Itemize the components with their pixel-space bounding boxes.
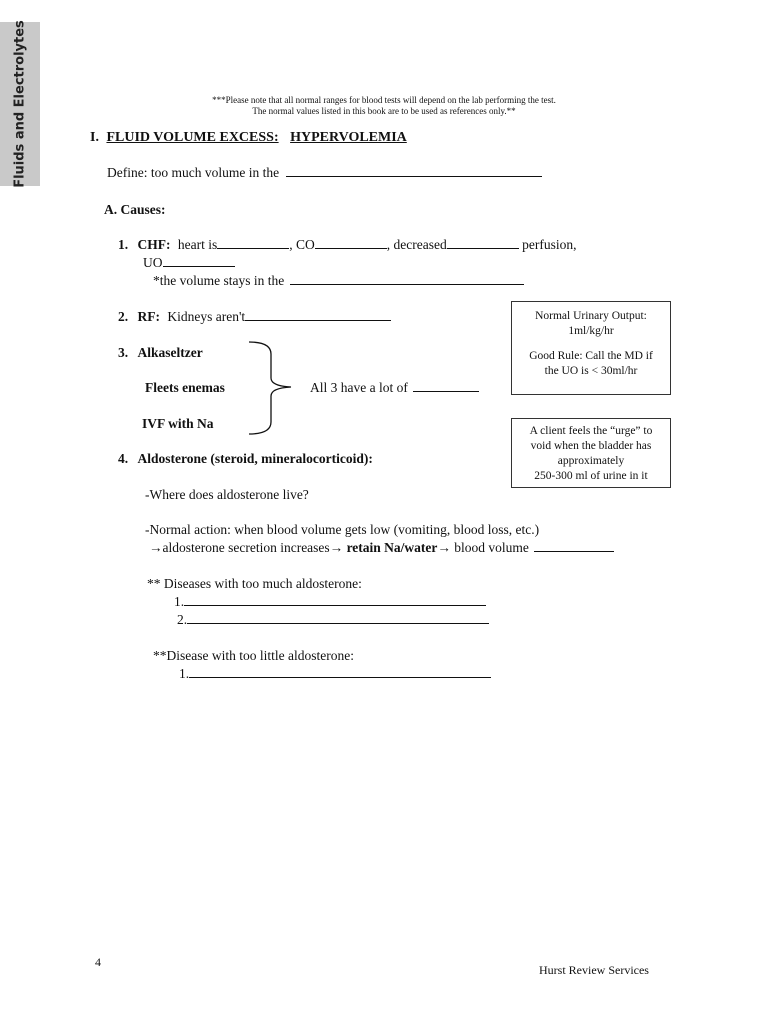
- ivf-label: IVF with Na: [142, 416, 214, 431]
- define-line: [107, 165, 542, 181]
- too-much-line-1: [174, 594, 486, 610]
- fleets-enemas-label: Fleets enemas: [145, 380, 225, 395]
- blood-volume-blank: [534, 550, 614, 552]
- box2-line1: A client feels the “urge” to: [529, 425, 653, 437]
- urinary-output-box: [511, 301, 671, 395]
- box1-line4: the UO is < 30ml/hr: [544, 365, 638, 377]
- chf-volume-line: [153, 273, 524, 289]
- box1-line2: 1ml/kg/hr: [568, 325, 614, 337]
- retain-na-water: retain Na/water: [346, 540, 438, 555]
- box1-line1: Normal Urinary Output:: [535, 310, 647, 322]
- item-rf: [118, 309, 391, 325]
- chf-label: CHF:: [137, 237, 171, 252]
- define-blank: [286, 175, 542, 177]
- cascade-arrow-text: →aldosterone secretion increases→: [149, 540, 347, 555]
- too-much-2-blank: [187, 622, 489, 624]
- define-text: Define: too much volume in the: [107, 165, 280, 180]
- chf-decreased-text: , decreased: [386, 237, 447, 252]
- chf-uo-text: UO: [143, 255, 163, 270]
- item-chf: [118, 237, 576, 253]
- chf-heart-text: heart is: [177, 237, 218, 252]
- rf-text: Kidneys aren't: [167, 309, 246, 324]
- alkaseltzer-label: Alkaseltzer: [137, 345, 203, 360]
- chf-co-blank: [315, 247, 387, 249]
- side-tab-label: Fluids and Electrolytes: [12, 20, 28, 188]
- heading-title: FLUID VOLUME EXCESS:: [106, 130, 279, 145]
- aldosterone-number: 4.: [118, 451, 129, 466]
- aldosterone-where: -Where does aldosterone live?: [145, 487, 309, 502]
- all-three-line: [310, 380, 479, 396]
- chf-volume-text: *the volume stays in the: [153, 273, 285, 288]
- too-little-heading: **Disease with too little aldosterone:: [153, 648, 354, 663]
- too-much-heading: ** Diseases with too much aldosterone:: [147, 576, 362, 591]
- chf-uo-blank: [163, 265, 235, 267]
- box2-line4: 250-300 ml of urine in it: [534, 470, 648, 482]
- rf-number: 2.: [118, 309, 129, 324]
- too-little-1-number: 1.: [179, 666, 190, 681]
- cascade-blood-volume: → blood volume: [437, 540, 529, 555]
- bladder-urge-box: [511, 418, 671, 488]
- chf-uo-line: [143, 255, 235, 271]
- item-alkaseltzer: [118, 345, 203, 361]
- chf-co-text: , CO: [289, 237, 315, 252]
- heading-subtitle: HYPERVOLEMIA: [290, 130, 407, 145]
- page-number: 4: [95, 955, 101, 969]
- too-much-1-number: 1.: [174, 594, 185, 609]
- too-much-line-2: [177, 612, 489, 628]
- aldosterone-normal-action: -Normal action: when blood volume gets low (vomiting, blood loss, etc.): [145, 522, 540, 537]
- item-aldosterone: [118, 451, 373, 467]
- chf-perfusion-text: perfusion,: [518, 237, 577, 252]
- rf-label: RF:: [137, 309, 160, 324]
- too-much-2-number: 2.: [177, 612, 188, 627]
- grouping-brace: [245, 340, 305, 438]
- all-three-blank: [413, 390, 479, 392]
- heading-numeral: I.: [90, 130, 99, 145]
- disclaimer-line-1: ***Please note that all normal ranges for blood tests will depend on the lab performing the test.: [212, 95, 556, 105]
- disclaimer-line-2: The normal values listed in this book are to be used as references only.**: [252, 106, 516, 116]
- publisher-credit: Hurst Review Services: [539, 963, 649, 977]
- section-heading: [90, 130, 407, 146]
- too-little-1-blank: [189, 676, 491, 678]
- too-much-1-blank: [184, 604, 486, 606]
- all-three-text: All 3 have a lot of: [310, 380, 408, 395]
- alkaseltzer-number: 3.: [118, 345, 129, 360]
- too-little-line-1: [179, 666, 491, 682]
- aldosterone-cascade-line: [149, 540, 614, 556]
- aldosterone-label: Aldosterone (steroid, mineralocorticoid):: [137, 451, 373, 466]
- box1-line3: Good Rule: Call the MD if: [529, 350, 653, 362]
- causes-heading: A. Causes:: [104, 202, 166, 217]
- box2-line3: approximately: [557, 455, 625, 467]
- chf-number: 1.: [118, 237, 129, 252]
- chf-heart-blank: [217, 247, 289, 249]
- chf-volume-blank: [290, 283, 524, 285]
- box2-line2: void when the bladder has: [530, 440, 652, 452]
- chf-perfusion-blank: [447, 247, 519, 249]
- rf-blank: [245, 319, 391, 321]
